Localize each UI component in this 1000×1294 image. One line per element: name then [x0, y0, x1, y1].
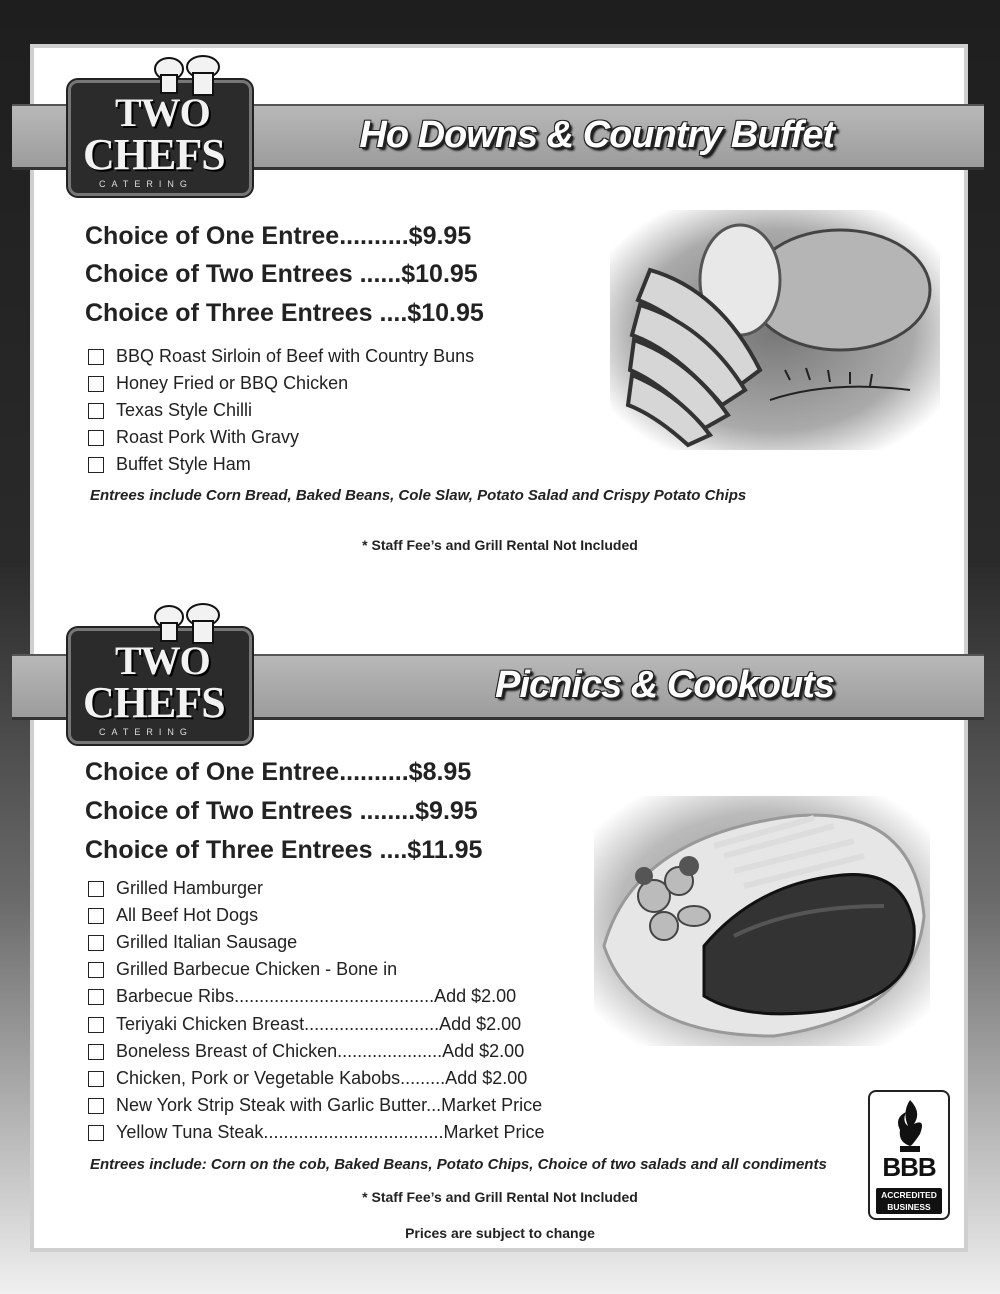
section2-item[interactable]: [88, 878, 263, 899]
section1-item-label: Texas Style Chilli: [116, 400, 253, 420]
section2-item[interactable]: [88, 959, 397, 980]
section1-item-label: Buffet Style Ham: [116, 454, 251, 474]
logo-top-word: TWO: [115, 638, 210, 683]
checkbox-icon[interactable]: [88, 1071, 104, 1087]
section1-includes: Entrees include Corn Bread, Baked Beans, Cole Slaw, Potato Salad and Crispy Potato Chips: [90, 487, 747, 504]
section2-price-one: Choice of One Entree..........$8.95: [85, 758, 472, 786]
checkbox-icon[interactable]: [88, 908, 104, 924]
section1-item[interactable]: [88, 346, 474, 367]
prices-footer: Prices are subject to change: [405, 1225, 595, 1241]
section2-price-two: Choice of Two Entrees ........$9.95: [85, 797, 478, 825]
section2-item-label: Boneless Breast of Chicken.....................Add $2.00: [116, 1041, 525, 1061]
section2-price-three: Choice of Three Entrees ....$11.95: [85, 836, 483, 864]
checkbox-icon[interactable]: [88, 962, 104, 978]
logo-top-word: TWO: [115, 90, 210, 135]
bbb-line2: BUSINESS: [887, 1202, 931, 1212]
section2-item[interactable]: [88, 1068, 527, 1089]
checkbox-icon[interactable]: [88, 1125, 104, 1141]
checkbox-icon[interactable]: [88, 349, 104, 365]
section2-item[interactable]: [88, 1041, 524, 1062]
section1-price-two: Choice of Two Entrees ......$10.95: [85, 260, 478, 288]
section1-title: Ho Downs & Country Buffet: [359, 114, 834, 156]
section2-item[interactable]: [88, 1095, 542, 1116]
checkbox-icon[interactable]: [88, 403, 104, 419]
section1-item-label: Honey Fried or BBQ Chicken: [116, 373, 349, 393]
section1-item[interactable]: [88, 400, 252, 421]
bbb-label: [876, 1188, 942, 1214]
checkbox-icon[interactable]: [88, 881, 104, 897]
section2-item[interactable]: [88, 1122, 545, 1143]
checkbox-icon[interactable]: [88, 1017, 104, 1033]
checkbox-icon[interactable]: [88, 457, 104, 473]
section2-item-label: All Beef Hot Dogs: [116, 905, 259, 925]
section2-item-label: Barbecue Ribs........................................Add $2.00: [116, 986, 517, 1006]
section2-item-label: Grilled Italian Sausage: [116, 932, 298, 952]
section2-item-label: Grilled Hamburger: [116, 878, 264, 898]
section2-item[interactable]: [88, 986, 516, 1007]
bbb-word: BBB: [882, 1152, 936, 1182]
bbb-accredited-badge: [868, 1090, 950, 1220]
flame-torch-icon: [892, 1098, 928, 1154]
section2-item-label: Teriyaki Chicken Breast...........................Add $2.00: [116, 1014, 522, 1034]
section2-item-label: New York Strip Steak with Garlic Butter...Market Price: [116, 1095, 543, 1115]
section2-note: * Staff Fee’s and Grill Rental Not Included: [362, 1189, 638, 1205]
section1-price-one: Choice of One Entree..........$9.95: [85, 222, 472, 250]
section2-includes: Entrees include: Corn on the cob, Baked Beans, Potato Chips, Choice of two salads and all condiments: [90, 1156, 827, 1173]
bbb-line1: ACCREDITED: [881, 1190, 937, 1200]
section2-title: Picnics & Cookouts: [495, 664, 834, 706]
section1-item[interactable]: [88, 454, 251, 475]
section2-item-label: Yellow Tuna Steak....................................Market Price: [116, 1122, 545, 1142]
two-chefs-logo: [68, 628, 252, 744]
section2-item-label: Grilled Barbecue Chicken - Bone in: [116, 959, 398, 979]
checkbox-icon[interactable]: [88, 1044, 104, 1060]
section2-item-label: Chicken, Pork or Vegetable Kabobs.........Add $2.00: [116, 1068, 528, 1088]
logo-sub-word: CATERING: [99, 727, 193, 737]
section2-item[interactable]: [88, 1014, 521, 1035]
section1-note: * Staff Fee’s and Grill Rental Not Included: [362, 537, 638, 553]
section1-item[interactable]: [88, 427, 299, 448]
section2-item[interactable]: [88, 905, 258, 926]
checkbox-icon[interactable]: [88, 1098, 104, 1114]
logo-main-word: CHEFS: [83, 678, 225, 727]
section1-price-three: Choice of Three Entrees ....$10.95: [85, 299, 484, 327]
section2-item[interactable]: [88, 932, 297, 953]
checkbox-icon[interactable]: [88, 376, 104, 392]
logo-sub-word: CATERING: [99, 179, 193, 189]
section1-item[interactable]: [88, 373, 348, 394]
checkbox-icon[interactable]: [88, 430, 104, 446]
logo-main-word: CHEFS: [83, 130, 225, 179]
section1-item-label: Roast Pork With Gravy: [116, 427, 300, 447]
checkbox-icon[interactable]: [88, 935, 104, 951]
checkbox-icon[interactable]: [88, 989, 104, 1005]
two-chefs-logo: [68, 80, 252, 196]
ribs-plate-photo: [594, 796, 930, 1046]
roast-beef-photo: [610, 210, 940, 450]
section1-item-label: BBQ Roast Sirloin of Beef with Country Buns: [116, 346, 475, 366]
